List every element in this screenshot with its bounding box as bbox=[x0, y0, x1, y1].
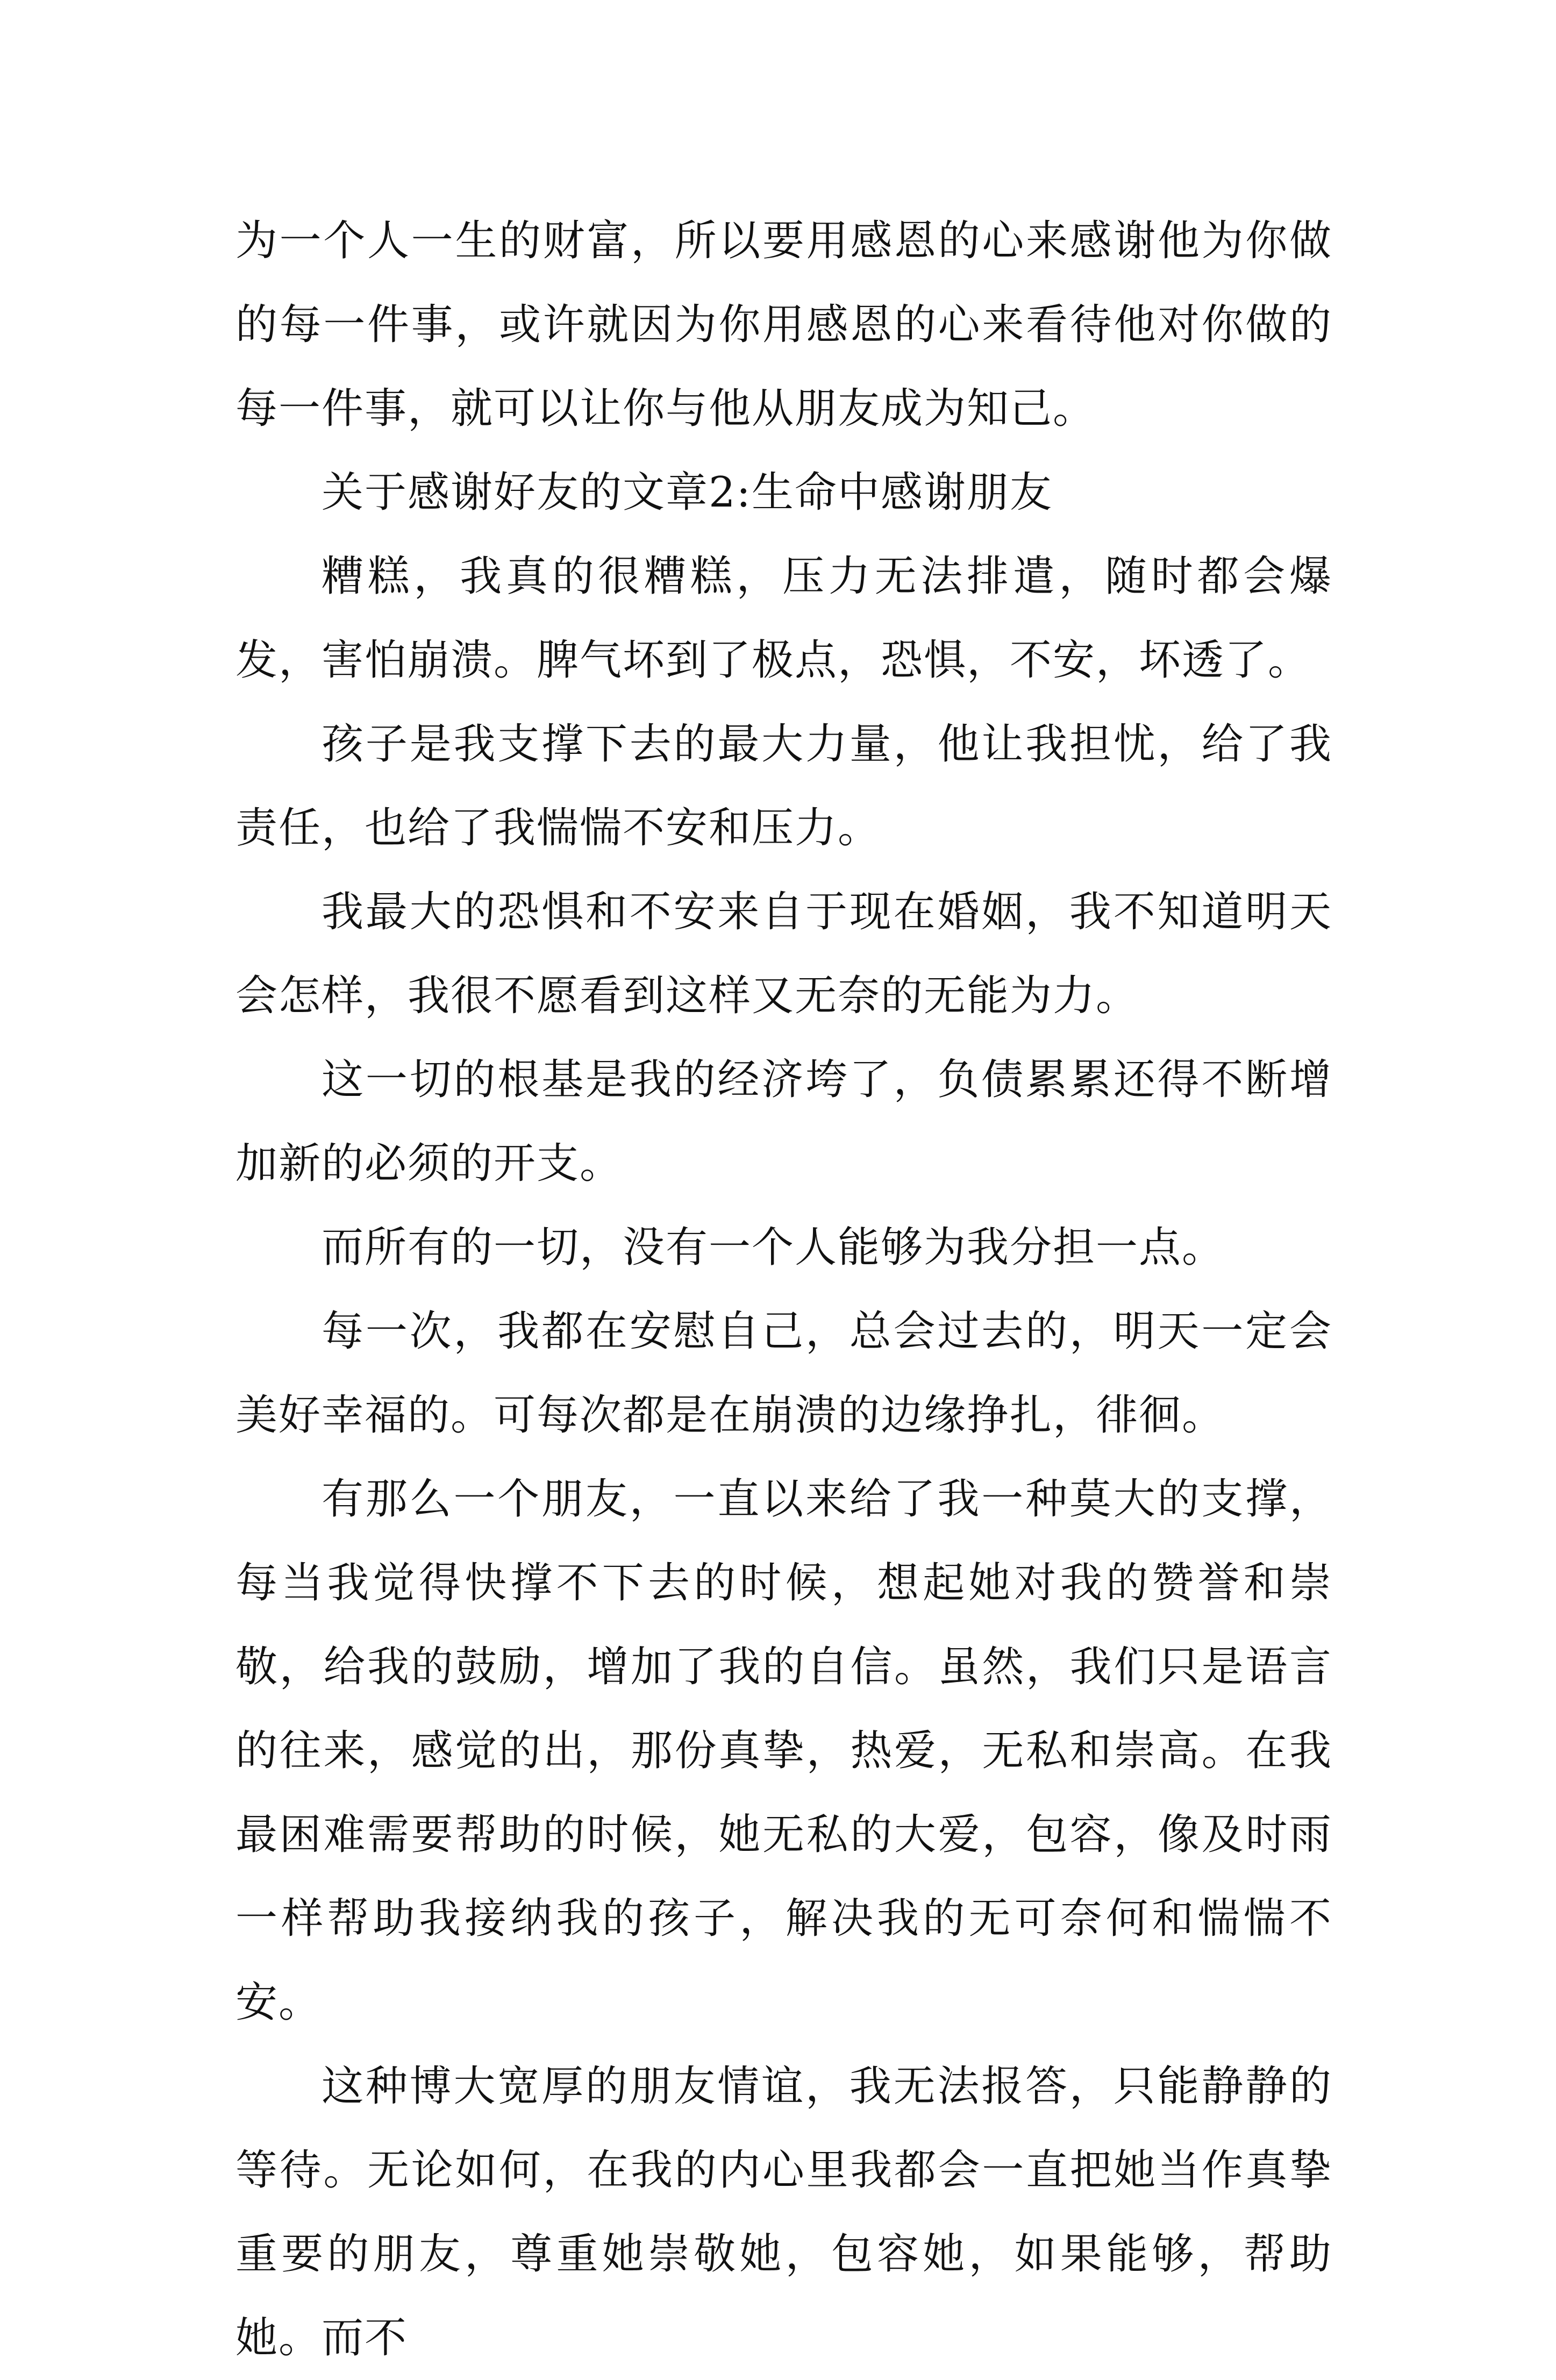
paragraph: 这一切的根基是我的经济垮了，负债累累还得不断增加新的必须的开支。 bbox=[235, 1056, 1332, 1188]
paragraph: 孩子是我支撑下去的最大力量，他让我担忧，给了我责任，也给了我惴惴不安和压力。 bbox=[235, 720, 1332, 852]
paragraph: 这种博大宽厚的朋友情谊，我无法报答，只能静静的等待。无论如何，在我的内心里我都会一直把她当作真挚重要的朋友，尊重她崇敬她，包容她，如果能够，帮助她。而不 bbox=[235, 2062, 1332, 2362]
paragraph: 我最大的恐惧和不安来自于现在婚姻，我不知道明天会怎样，我很不愿看到这样又无奈的无能为力。 bbox=[235, 888, 1332, 1020]
paragraph: 有那么一个朋友，一直以来给了我一种莫大的支撑，每当我觉得快撑不下去的时候，想起她对我的赞誉和崇敬，给我的鼓励，增加了我的自信。虽然，我们只是语言的往来，感觉的出，那份真挚，热爱，无私和崇高。在我最困难需要帮助的时候，她无私的大爱，包容，像及时雨一样帮助我接纳我的孩子，解决我的无可奈何和惴惴不安。 bbox=[235, 1475, 1332, 2027]
document-body bbox=[235, 199, 1332, 2380]
paragraph: 糟糕，我真的很糟糕，压力无法排遣，随时都会爆发，害怕崩溃。脾气坏到了极点，恐惧，不安，坏透了。 bbox=[235, 552, 1332, 685]
paragraph: 而所有的一切，没有一个人能够为我分担一点。 bbox=[322, 1223, 1225, 1272]
article-subtitle: 关于感谢好友的文章2:生命中感谢朋友 bbox=[322, 468, 1053, 517]
paragraph-continuation: 为一个人一生的财富，所以要用感恩的心来感谢他为你做的每一件事，或许就因为你用感恩的心来看待他对你做的每一件事，就可以让你与他从朋友成为知己。 bbox=[235, 217, 1332, 433]
paragraph: 每一次，我都在安慰自己，总会过去的，明天一定会美好幸福的。可每次都是在崩溃的边缘挣扎，徘徊。 bbox=[235, 1307, 1332, 1440]
